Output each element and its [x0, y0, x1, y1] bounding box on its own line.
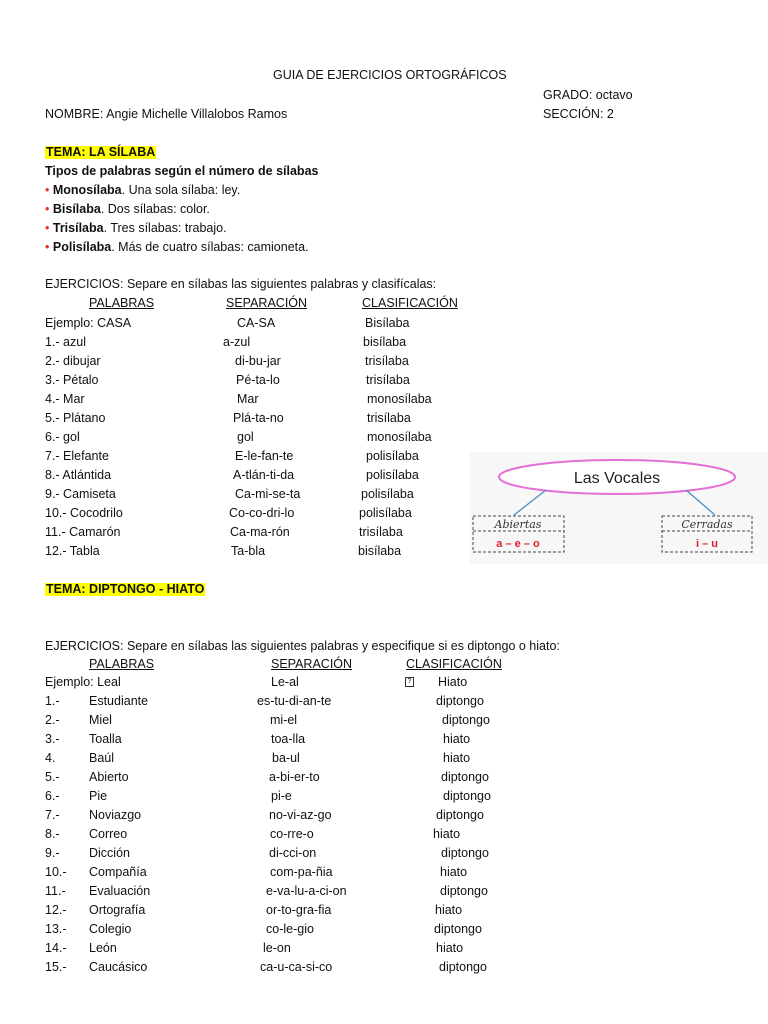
seccion-label: SECCIÓN: 2 [543, 107, 614, 121]
s2-row-separation: co-rre-o [270, 827, 314, 841]
s2-row-number: 10.- [45, 865, 67, 879]
s2-row-separation: co-le-gio [266, 922, 314, 936]
section1-instructions: EJERCICIOS: Separe en sílabas las siguientes palabras y clasifícalas: [45, 277, 437, 291]
s2-row-number: 5.- [45, 770, 60, 784]
s2-row-class: hiato [433, 827, 461, 841]
s2-row-word: Noviazgo [89, 808, 142, 822]
cerradas-label: Cerradas [681, 518, 733, 531]
cerradas-value: i – u [695, 538, 719, 550]
s2-row-class: diptongo [440, 884, 488, 898]
syllable-type-desc: . Tres sílabas: trabajo. [103, 221, 227, 235]
s1-row-word: 8.- Atlántida [45, 468, 112, 482]
s2-example-word: Ejemplo: Leal [45, 675, 121, 689]
s2-row-class: diptongo [441, 770, 489, 784]
syllable-type-item [45, 222, 227, 235]
s2-row-word: Baúl [89, 751, 115, 765]
s2-row-separation: a-bi-er-to [269, 770, 320, 784]
s1-row-word: 4.- Mar [45, 392, 85, 406]
s2-row-word: León [89, 941, 117, 955]
s2-row-separation: ca-u-ca-si-co [260, 960, 333, 974]
syllable-type-desc: . Una sola sílaba: ley. [121, 183, 241, 197]
s2-row-word: Correo [89, 827, 128, 841]
s2-row-word: Abierto [89, 770, 129, 784]
s1-header-clasificacion: CLASIFICACIÓN [362, 296, 458, 310]
s2-row-class: diptongo [442, 713, 490, 727]
abiertas-label: Abiertas [494, 518, 542, 531]
bullet-icon: • [45, 202, 50, 216]
s1-row-separation: CA-SA [237, 316, 276, 330]
s1-row-word: 10.- Cocodrilo [45, 506, 123, 520]
s1-row-separation: Ca-ma-rón [230, 525, 290, 539]
s2-row-class: diptongo [434, 922, 482, 936]
s2-row-separation: no-vi-az-go [269, 808, 332, 822]
s2-row-word: Dicción [89, 846, 130, 860]
s2-row-number: 15.- [45, 960, 67, 974]
s1-row-class: trisílaba [365, 354, 409, 368]
s2-row-word: Caucásico [89, 960, 148, 974]
s1-row-word: 11.- Camarón [45, 525, 121, 539]
syllable-type-desc: . Más de cuatro sílabas: camioneta. [111, 240, 309, 254]
grado-label: GRADO: octavo [543, 88, 633, 102]
tema-silaba: TEMA: LA SÍLABA [46, 145, 156, 159]
s2-example-class: Hiato [438, 675, 468, 689]
s2-row-separation: es-tu-di-an-te [257, 694, 332, 708]
s2-row-separation: toa-lla [271, 732, 306, 746]
s2-row-separation: le-on [263, 941, 291, 955]
s2-row-class: diptongo [439, 960, 487, 974]
syllable-type-name: Polisílaba [52, 240, 112, 254]
bullet-icon: • [45, 221, 50, 235]
s2-row-number: 3.- [45, 732, 60, 746]
s1-row-separation: a-zul [223, 335, 251, 349]
s2-row-number: 9.- [45, 846, 60, 860]
s2-row-number: 14.- [45, 941, 67, 955]
s1-row-separation: di-bu-jar [235, 354, 281, 368]
s1-row-word: 9.- Camiseta [45, 487, 116, 501]
s2-row-separation: pi-e [271, 789, 292, 803]
section1-subtitle: Tipos de palabras según el número de sílabas [45, 164, 319, 178]
s1-row-word: 7.- Elefante [45, 449, 109, 463]
s1-row-separation: Ta-bla [231, 544, 266, 558]
document-title: GUIA DE EJERCICIOS ORTOGRÁFICOS [273, 68, 507, 82]
s1-row-class: polisílaba [366, 449, 419, 463]
bullet-icon: • [45, 183, 50, 197]
s2-row-word: Estudiante [89, 694, 149, 708]
s1-row-class: polisílaba [361, 487, 414, 501]
s1-row-word: Ejemplo: CASA [45, 316, 132, 330]
s1-row-word: 12.- Tabla [45, 544, 100, 558]
s1-row-class: bisílaba [358, 544, 402, 558]
s2-row-word: Toalla [89, 732, 122, 746]
s1-row-class: Bisílaba [365, 316, 410, 330]
s2-row-class: hiato [440, 865, 468, 879]
s1-row-separation: Mar [237, 392, 259, 406]
s2-row-class: diptongo [443, 789, 491, 803]
vowels-diagram [470, 452, 768, 564]
s2-row-class: hiato [443, 751, 471, 765]
abiertas-value: a – e – o [496, 538, 540, 550]
s2-row-number: 4. [45, 751, 56, 765]
syllable-type-name: Bisílaba [52, 202, 101, 216]
s1-row-word: 2.- dibujar [45, 354, 101, 368]
syllable-type-item [45, 184, 240, 197]
s2-row-word: Miel [89, 713, 112, 727]
s2-row-number: 8.- [45, 827, 60, 841]
s2-row-word: Evaluación [89, 884, 151, 898]
s2-row-separation: or-to-gra-fia [266, 903, 332, 917]
syllable-type-item [45, 203, 210, 216]
s2-row-class: hiato [443, 732, 471, 746]
s1-header-separacion: SEPARACIÓN [226, 296, 308, 310]
s1-row-word: 6.- gol [45, 430, 80, 444]
s1-row-separation: E-le-fan-te [235, 449, 294, 463]
s2-row-number: 6.- [45, 789, 60, 803]
s2-header-palabras: PALABRAS [89, 657, 155, 671]
syllable-type-desc: . Dos sílabas: color. [100, 202, 210, 216]
s1-row-separation: Ca-mi-se-ta [235, 487, 301, 501]
s1-header-palabras: PALABRAS [89, 296, 155, 310]
symbol-box-icon: ? [405, 677, 414, 687]
nombre-label: NOMBRE: Angie Michelle Villalobos Ramos [45, 107, 288, 121]
s1-row-word: 1.- azul [45, 335, 86, 349]
s2-row-class: hiato [436, 941, 464, 955]
tema-diptongo-hiato: TEMA: DIPTONGO - HIATO [46, 582, 205, 596]
s1-row-separation: A-tlán-ti-da [233, 468, 295, 482]
s1-row-class: trisílaba [359, 525, 403, 539]
bullet-icon: • [45, 240, 50, 254]
s1-row-separation: Pé-ta-lo [236, 373, 280, 387]
s1-row-class: trisílaba [366, 373, 410, 387]
s2-row-number: 2.- [45, 713, 60, 727]
syllable-type-name: Trisílaba [52, 221, 104, 235]
s2-row-separation: com-pa-ñia [270, 865, 333, 879]
s1-row-class: bisílaba [363, 335, 407, 349]
s2-header-clasificacion: CLASIFICACIÓN [406, 657, 502, 671]
s1-row-separation: gol [237, 430, 254, 444]
s2-row-word: Colegio [89, 922, 132, 936]
s2-row-word: Ortografía [89, 903, 146, 917]
s2-row-number: 12.- [45, 903, 67, 917]
s2-header-separacion: SEPARACIÓN [271, 657, 353, 671]
s1-row-class: monosílaba [367, 430, 432, 444]
s1-row-separation: Co-co-dri-lo [229, 506, 295, 520]
s2-row-class: diptongo [441, 846, 489, 860]
section2-instructions: EJERCICIOS: Separe en sílabas las siguientes palabras y especifique si es diptongo o hiato: [45, 639, 560, 653]
s2-row-number: 13.- [45, 922, 67, 936]
s2-row-word: Pie [89, 789, 108, 803]
s1-row-class: polisílaba [359, 506, 412, 520]
s1-row-class: trisílaba [367, 411, 411, 425]
s1-row-separation: Plá-ta-no [233, 411, 284, 425]
s1-row-class: monosílaba [367, 392, 432, 406]
s2-example-separation: Le-al [271, 675, 299, 689]
s2-row-class: diptongo [436, 808, 484, 822]
s2-row-separation: mi-el [270, 713, 298, 727]
s2-row-number: 7.- [45, 808, 60, 822]
s2-row-separation: ba-ul [272, 751, 300, 765]
s2-row-word: Compañía [89, 865, 147, 879]
s2-row-class: diptongo [436, 694, 484, 708]
s1-row-word: 5.- Plátano [45, 411, 106, 425]
vowels-title: Las Vocales [573, 470, 661, 487]
s2-row-class: hiato [435, 903, 463, 917]
s2-row-separation: e-va-lu-a-ci-on [266, 884, 347, 898]
s2-row-number: 1.- [45, 694, 60, 708]
syllable-type-name: Monosílaba [52, 183, 122, 197]
s2-row-separation: di-cci-on [269, 846, 317, 860]
s1-row-word: 3.- Pétalo [45, 373, 99, 387]
syllable-type-item [45, 241, 309, 254]
s2-row-number: 11.- [45, 884, 66, 898]
s1-row-class: polisílaba [366, 468, 419, 482]
